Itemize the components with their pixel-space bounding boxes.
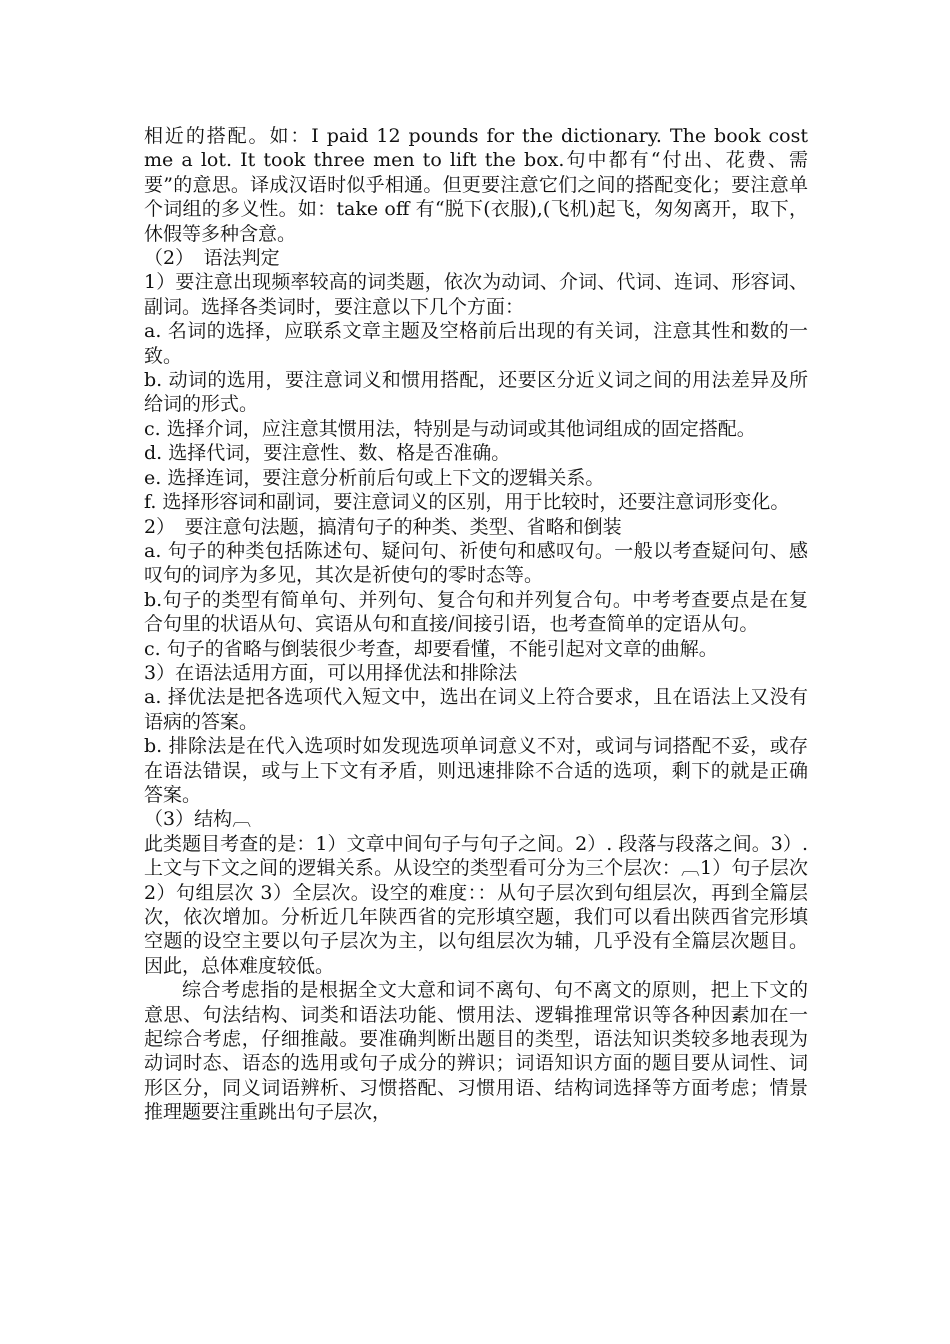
list-item-sentence-types: b.句子的类型有简单句、并列句、复合句和并列复合句。中考考查要点是在复合句里的状语从句、宾语从句和直接/间接引语，也考查简单的定语从句。: [144, 588, 808, 636]
document-page: [144, 124, 808, 1125]
paragraph-comprehensive: 综合考虑指的是根据全文大意和词不离句、句不离文的原则，把上下文的意思、句法结构、词类和语法功能、惯用法、逻辑推理常识等各种因素加在一起综合考虑，仔细推敲。要准确判断出题目的类型，语法知识类较多地表现为动词时态、语态的选用或句子成分的辨识；词语知识方面的题目要从词性、词形区分，同义词语辨析、习惯搭配、习惯用语、结构词选择等方面考虑；情景推理题要注重跳出句子层次，: [144, 979, 808, 1124]
list-item-sentence-kinds: a. 句子的种类包括陈述句、疑问句、祈使句和感叹句。一般以考查疑问句、感叹句的词序为多见，其次是祈使句的零时态等。: [144, 539, 808, 587]
list-item-elimination-method: b. 排除法是在代入选项时如发现选项单词意义不对，或词与词搭配不妥，或存在语法错误，或与上下文有矛盾，则迅速排除不合适的选项，剩下的就是正确答案。: [144, 735, 808, 806]
list-item-preposition: c. 选择介词，应注意其惯用法，特别是与动词或其他词组成的固定搭配。: [144, 417, 756, 440]
list-item-ellipsis: c. 句子的省略与倒装很少考查，却要看懂，不能引起对文章的曲解。: [144, 637, 718, 660]
list-item-adjective: f. 选择形容词和副词，要注意词义的区别，用于比较时，还要注意词形变化。: [144, 491, 790, 514]
list-item-pronoun: d. 选择代词，要注意性、数、格是否准确。: [144, 442, 511, 465]
paragraph-structure: 此类题目考查的是：1）文章中间句子与句子之间。2）. 段落与段落之间。3）. 上文与下文之间的逻辑关系。从设空的类型看可分为三个层次：︹1）句子层次 2）句组层次 3）全层次。设空的难度：：从句子层次到句组层次，再到全篇层次，依次增加。分析近几年陕西省的完形填空题，我们可以看出陕西省完形填空题的设空主要以句子层次为主，以句组层次为辅，几乎没有全篇层次题目。因此，总体难度较低。: [144, 832, 808, 977]
list-item-noun: a. 名词的选择，应联系文章主题及空格前后出现的有关词，注意其性和数的一致。: [144, 320, 808, 367]
paragraph-collocation: 相近的搭配。如：I paid 12 pounds for the dictionary. The book cost me a lot. It took three men to lift the box.句中都有“付出、花费、需要”的意思。译成汉语时似乎相通。但更要注意它们之间的搭配变化；要注意单个词组的多义性。如：take off 有“脱下(衣服),(飞机)起飞，匆匆离开，取下，休假等多种含意。: [144, 125, 808, 245]
heading-grammar: （2） 语法判定: [144, 247, 280, 270]
list-item-conjunction: e. 选择连词，要注意分析前后句或上下文的逻辑关系。: [144, 466, 605, 489]
heading-structure: （3）结构︹: [144, 808, 252, 831]
paragraph-word-class: 1）要注意出现频率较高的词类题，依次为动词、介词、代词、连词、形容词、副词。选择各类词时，要注意以下几个方面：: [144, 271, 808, 318]
list-item-verb: b. 动词的选用，要注意词义和惯用搭配，还要区分近义词之间的用法差异及所给词的形式。: [144, 369, 808, 416]
heading-grammar-methods: 3）在语法适用方面，可以用择优法和排除法: [144, 661, 518, 684]
list-item-selection-method: a. 择优法是把各选项代入短文中，选出在词义上符合要求，且在语法上又没有语病的答案。: [144, 686, 808, 733]
heading-syntax: 2） 要注意句法题，搞清句子的种类、类型、省略和倒装: [144, 515, 622, 538]
